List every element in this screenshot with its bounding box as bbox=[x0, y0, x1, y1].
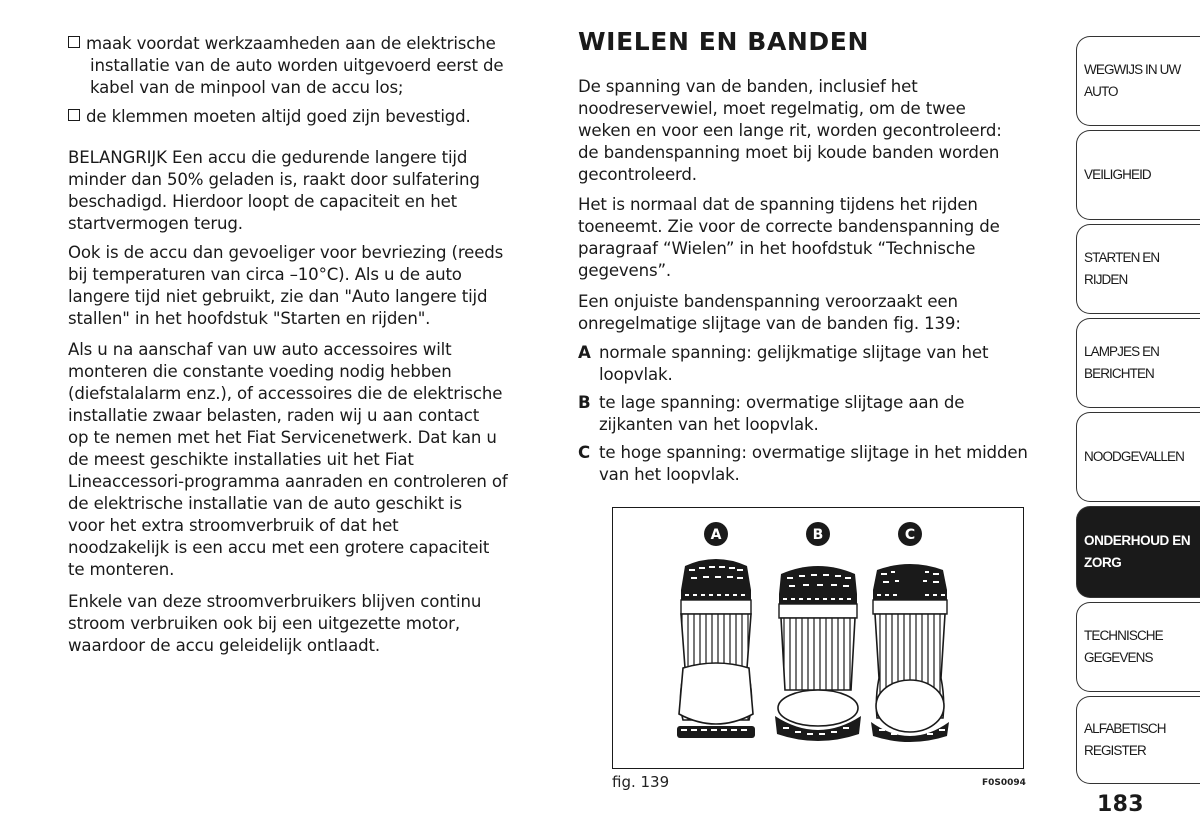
bullet-line: kabel van de minpool van de accu los; bbox=[90, 78, 404, 97]
hollow-square-bullet-icon bbox=[68, 109, 80, 121]
text-line: Als u na aanschaf van uw auto accessoires wilt bbox=[68, 340, 452, 359]
label-b: B bbox=[812, 527, 824, 543]
text-line: Het is normaal dat de spanning tijdens het rijden bbox=[578, 195, 978, 214]
paragraph bbox=[578, 194, 1062, 282]
tab-alfabetisch-register[interactable] bbox=[1076, 696, 1200, 784]
item-line: te hoge spanning: overmatige slijtage in het midden bbox=[599, 443, 1028, 462]
list-item-c bbox=[578, 442, 1062, 486]
text-line: Ook is de accu dan gevoeliger voor bevriezing (reeds bbox=[68, 243, 504, 262]
paragraph bbox=[68, 242, 554, 330]
tire-illustration bbox=[613, 508, 1023, 768]
text-line: toeneemt. Zie voor de correcte bandenspanning de bbox=[578, 217, 1000, 236]
tab-noodgevallen[interactable] bbox=[1076, 412, 1200, 502]
text-line: langere tijd niet gebruikt, zie dan "Auto langere tijd bbox=[68, 287, 488, 306]
text-line: bij temperaturen van circa –10°C). Als u de auto bbox=[68, 265, 462, 284]
tab-label: ONDERHOUD EN bbox=[1084, 533, 1191, 548]
text-line: De spanning van de banden, inclusief het bbox=[578, 77, 918, 96]
paragraph-important bbox=[68, 147, 554, 235]
tab-label: VEILIGHEID bbox=[1084, 167, 1151, 182]
tab-label: AUTO bbox=[1084, 84, 1118, 99]
tab-label: GEGEVENS bbox=[1084, 650, 1153, 665]
text-line: stroom verbruiken ook bij een uitgezette motor, bbox=[68, 614, 460, 633]
paragraph bbox=[578, 76, 1062, 186]
text-line: minder dan 50% geladen is, raakt door sulfatering bbox=[68, 170, 480, 189]
text-line: (diefstalalarm enz.), of accessoires die de elektrische bbox=[68, 384, 503, 403]
bullet-item bbox=[68, 106, 554, 128]
text-line: beschadigd. Hierdoor loopt de capaciteit en het bbox=[68, 192, 457, 211]
text-line: monteren die constante voeding nodig hebben bbox=[68, 362, 452, 381]
tab-label: TECHNISCHE bbox=[1084, 628, 1163, 643]
text-line: paragraaf “Wielen” in het hoofdstuk “Technische bbox=[578, 239, 976, 258]
tab-label: STARTEN EN RIJDEN bbox=[1084, 250, 1160, 287]
tab-label: ZORG bbox=[1084, 555, 1122, 570]
tire-a bbox=[677, 522, 755, 738]
label-c: C bbox=[904, 527, 916, 543]
text-line: Enkele van deze stroomverbruikers blijven continu bbox=[68, 592, 482, 611]
label-a: A bbox=[710, 527, 722, 543]
text-line: BELANGRIJK Een accu die gedurende langere tijd bbox=[68, 148, 468, 167]
item-line: van het loopvlak. bbox=[599, 465, 740, 484]
text-line: stallen" in het hoofdstuk "Starten en rijden". bbox=[68, 309, 431, 328]
item-line: loopvlak. bbox=[599, 365, 673, 384]
text-line: op te nemen met het Fiat Servicenetwerk. Dat kan u bbox=[68, 428, 497, 447]
tab-label: LAMPJES EN bbox=[1084, 344, 1160, 359]
tab-starten-en-rijden[interactable] bbox=[1076, 224, 1200, 314]
text-line: weken en voor een lange rit, worden gecontroleerd: bbox=[578, 121, 1002, 140]
figure-code: F0S0094 bbox=[982, 778, 1026, 788]
bullet-line: installatie van de auto worden uitgevoerd eerst de bbox=[90, 56, 504, 75]
text-line: de meest geschikte installaties uit het Fiat bbox=[68, 450, 414, 469]
hollow-square-bullet-icon bbox=[68, 36, 80, 48]
text-line: noodreservewiel, moet regelmatig, om de twee bbox=[578, 99, 966, 118]
paragraph bbox=[578, 291, 1062, 335]
paragraph bbox=[68, 591, 554, 657]
page-number: 183 bbox=[1097, 792, 1144, 817]
tab-wegwijs-in-uw-auto[interactable] bbox=[1076, 36, 1200, 126]
item-line: zijkanten van het loopvlak. bbox=[599, 415, 819, 434]
item-line: te lage spanning: overmatige slijtage aan de bbox=[599, 393, 965, 412]
tab-label: WEGWIJS IN UW bbox=[1084, 62, 1181, 77]
tire-b bbox=[775, 522, 861, 741]
paragraph bbox=[68, 339, 554, 581]
item-letter: B bbox=[578, 393, 591, 412]
text-line: startvermogen terug. bbox=[68, 214, 243, 233]
item-line: normale spanning: gelijkmatige slijtage van het bbox=[599, 343, 989, 362]
tab-label: NOODGEVALLEN bbox=[1084, 449, 1184, 464]
text-line: de bandenspanning moet bij koude banden worden bbox=[578, 143, 1000, 162]
figure-caption: fig. 139 bbox=[612, 773, 670, 791]
list-item-b bbox=[578, 392, 1062, 436]
list-item-a bbox=[578, 342, 1062, 386]
text-line: Een onjuiste bandenspanning veroorzaakt een bbox=[578, 292, 958, 311]
tab-onderhoud-en-zorg[interactable] bbox=[1076, 506, 1200, 598]
text-line: waardoor de accu geleidelijk ontlaadt. bbox=[68, 636, 380, 655]
bullet-line: de klemmen moeten altijd goed zijn bevestigd. bbox=[86, 107, 471, 126]
bullet-line: maak voordat werkzaamheden aan de elektrische bbox=[86, 34, 496, 53]
item-letter: A bbox=[578, 343, 591, 362]
text-line: voor het extra stroomverbruik of dat het bbox=[68, 516, 399, 535]
text-line: gecontroleerd. bbox=[578, 165, 697, 184]
text-line: de elektrische installatie van de auto geschikt is bbox=[68, 494, 462, 513]
tab-label: REGISTER bbox=[1084, 743, 1146, 758]
text-line: onregelmatige slijtage van de banden fig. 139: bbox=[578, 314, 961, 333]
text-line: te monteren. bbox=[68, 560, 175, 579]
text-line: noodzakelijk is een accu met een grotere capaciteit bbox=[68, 538, 490, 557]
tab-veiligheid[interactable] bbox=[1076, 130, 1200, 220]
tab-label: BERICHTEN bbox=[1084, 366, 1154, 381]
text-line: installatie zwaar belasten, raden wij u aan contact bbox=[68, 406, 480, 425]
tab-label: ALFABETISCH bbox=[1084, 721, 1166, 736]
text-line: Lineaccessori-programma aanraden en controleren of bbox=[68, 472, 508, 491]
bullet-item bbox=[68, 33, 554, 99]
tire-c bbox=[871, 522, 949, 742]
section-title: WIELEN EN BANDEN bbox=[578, 27, 869, 56]
item-letter: C bbox=[578, 443, 591, 462]
tab-lampjes-en-berichten[interactable] bbox=[1076, 318, 1200, 408]
text-line: gegevens”. bbox=[578, 261, 672, 280]
tire-wear-figure bbox=[612, 507, 1024, 769]
tab-technische-gegevens[interactable] bbox=[1076, 602, 1200, 692]
